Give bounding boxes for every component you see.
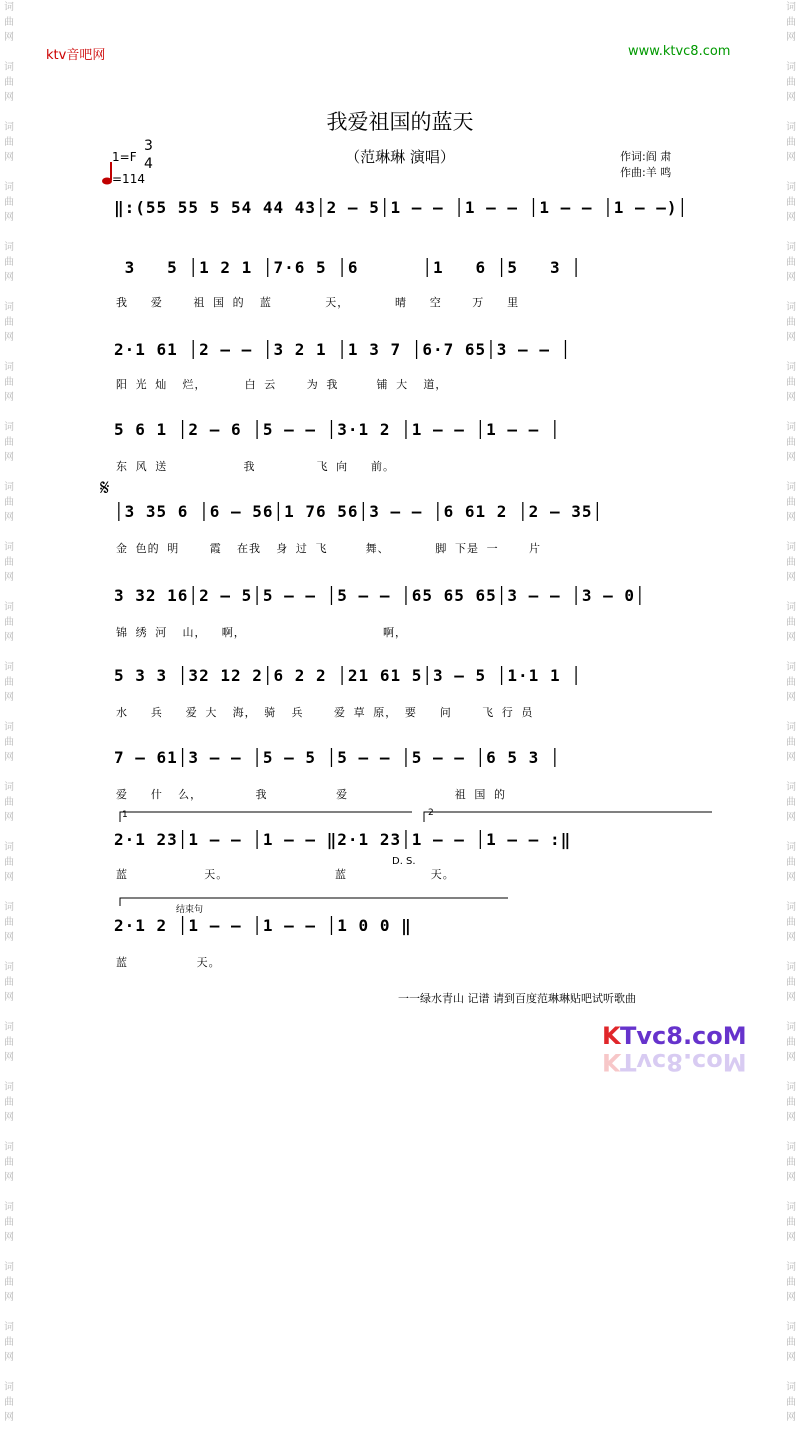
watermark-gap [782,645,800,660]
watermark-glyph: 曲 [4,557,14,568]
watermark-gap [0,825,18,840]
watermark-glyph: 曲 [786,1097,796,1108]
watermark-gap [0,1185,18,1200]
watermark-gap [782,765,800,780]
watermark-glyph: 曲 [786,17,796,28]
watermark-glyph: 网 [786,632,796,643]
watermark-glyph: 网 [4,1172,14,1183]
watermark-glyph: 词 [786,1022,796,1033]
watermark-glyph: 词 [4,362,14,373]
watermark-glyph: 曲 [786,857,796,868]
watermark-glyph: 曲 [786,1397,796,1408]
watermark-glyph: 网 [786,572,796,583]
volta-1-label: 1 [122,810,128,820]
watermark-glyph: 曲 [4,77,14,88]
watermark-glyph: 词 [786,782,796,793]
watermark-glyph: 词 [4,182,14,193]
watermark-gap [782,1185,800,1200]
watermark-glyph: 词 [786,722,796,733]
watermark-glyph: 曲 [786,1277,796,1288]
lyric-row-9: 蓝 天。 蓝 天。 [116,868,455,881]
notation-row-7: 5 3 3 │32 12 2│6 2 2 │21 61 5│3 – 5 │1·1 1 │ [114,666,582,685]
watermark-glyph: 网 [4,392,14,403]
watermark-gap [0,525,18,540]
lyric-row-4: 东 风 送 我 飞 向 前。 [116,460,395,473]
watermark-glyph: 词 [4,662,14,673]
watermark-glyph: 网 [4,92,14,103]
watermark-gap [782,1065,800,1080]
watermark-glyph: 词 [786,482,796,493]
watermark-glyph: 网 [4,692,14,703]
watermark-glyph: 词 [4,842,14,853]
composer-credit: 作曲:羊 鸣 [620,166,672,179]
watermark-glyph: 网 [4,872,14,883]
watermark-gap [782,165,800,180]
notation-row-10: 2·1 2 │1 – – │1 – – │1 0 0 ‖ [114,916,412,935]
volta-brackets [116,810,716,824]
watermark-glyph: 曲 [4,1217,14,1228]
watermark-gap [782,1425,800,1440]
watermark-glyph: 网 [786,992,796,1003]
watermark-glyph: 网 [786,692,796,703]
watermark-gap [0,705,18,720]
watermark-gap [782,225,800,240]
transcriber-credit: 一一绿水青山 记谱 请到百度范琳琳贴吧试听歌曲 [398,992,636,1005]
watermark-glyph: 网 [786,1172,796,1183]
dal-segno-mark: D. S. [392,856,416,867]
watermark-glyph: 曲 [4,977,14,988]
watermark-glyph: 词 [4,962,14,973]
watermark-glyph: 网 [4,512,14,523]
watermark-glyph: 曲 [4,1157,14,1168]
notation-row-9: 2·1 23│1 – – │1 – – ‖2·1 23│1 – – │1 – – :‖ [114,830,572,849]
lyricist-credit: 作词:阎 肃 [620,150,672,163]
svg-text:Tvc8.coM: Tvc8.coM [620,1022,747,1050]
watermark-glyph: 曲 [4,197,14,208]
watermark-glyph: 网 [786,92,796,103]
watermark-glyph: 词 [786,362,796,373]
watermark-glyph: 曲 [4,17,14,28]
notation-row-2: 3 5 │1 2 1 │7·6 5 │6 │1 6 │5 3 │ [114,258,582,277]
site-url-right: www.ktvc8.com [628,44,731,59]
watermark-gap [0,225,18,240]
watermark-glyph: 网 [786,1232,796,1243]
watermark-glyph: 网 [4,1112,14,1123]
watermark-gap [782,1245,800,1260]
watermark-glyph: 网 [786,32,796,43]
watermark-glyph: 网 [4,632,14,643]
notation-row-1: ‖:(55 55 5 54 44 43│2 – 5│1 – – │1 – – │1 – – │1 – –)│ [114,198,689,217]
watermark-gap [782,885,800,900]
song-subtitle: （范琳琳 演唱） [345,148,455,166]
watermark-glyph: 网 [786,452,796,463]
watermark-glyph: 词 [786,902,796,913]
watermark-glyph: 曲 [4,677,14,688]
watermark-glyph: 曲 [786,197,796,208]
watermark-glyph: 词 [4,242,14,253]
song-title: 我爱祖国的蓝天 [326,110,474,134]
watermark-glyph: 网 [786,1352,796,1363]
watermark-glyph: 词 [786,302,796,313]
watermark-glyph: 网 [786,1292,796,1303]
watermark-gap [0,765,18,780]
watermark-glyph: 曲 [786,977,796,988]
notation-row-4: 5 6 1 │2 – 6 │5 – – │3·1 2 │1 – – │1 – – │ [114,420,561,439]
watermark-glyph: 网 [4,212,14,223]
watermark-glyph: 网 [4,1412,14,1423]
watermark-glyph: 词 [4,122,14,133]
watermark-glyph: 词 [786,662,796,673]
watermark-glyph: 网 [4,452,14,463]
watermark-glyph: 曲 [4,1397,14,1408]
watermark-glyph: 曲 [786,137,796,148]
watermark-gap [782,345,800,360]
watermark-glyph: 曲 [786,797,796,808]
watermark-gap [0,885,18,900]
watermark-gap [0,465,18,480]
watermark-glyph: 词 [4,602,14,613]
watermark-glyph: 词 [786,1202,796,1213]
watermark-gap [782,525,800,540]
watermark-gap [0,165,18,180]
watermark-glyph: 曲 [4,617,14,628]
watermark-gap [782,1305,800,1320]
watermark-glyph: 词 [786,542,796,553]
segno-sign: 𝄋 [100,476,110,501]
watermark-glyph: 网 [4,272,14,283]
watermark-glyph: 曲 [786,737,796,748]
watermark-gap [782,1365,800,1380]
watermark-glyph: 网 [4,572,14,583]
watermark-gap [0,345,18,360]
watermark-glyph: 词 [786,1142,796,1153]
watermark-glyph: 曲 [786,1157,796,1168]
meter-bottom: 4 [144,156,153,172]
watermark-glyph: 网 [4,332,14,343]
watermark-glyph: 网 [786,1112,796,1123]
watermark-glyph: 曲 [4,377,14,388]
watermark-glyph: 曲 [4,797,14,808]
watermark-gap [0,1125,18,1140]
watermark-gap [782,705,800,720]
watermark-glyph: 词 [4,722,14,733]
watermark-glyph: 网 [786,812,796,823]
watermark-gap [0,945,18,960]
notation-row-3: 2·1 61 │2 – – │3 2 1 │1 3 7 │6·7 65│3 – – │ [114,340,572,359]
watermark-gap [0,45,18,60]
watermark-glyph: 曲 [786,1337,796,1348]
watermark-glyph: 曲 [4,437,14,448]
watermark-glyph: 词 [786,182,796,193]
notation-row-6: 3 32 16│2 – 5│5 – – │5 – – │65 65 65│3 – – │3 – 0│ [114,586,646,605]
watermark-glyph: 网 [786,1052,796,1063]
svg-text:Tvc8.coM: Tvc8.coM [620,1048,747,1076]
watermark-gap [0,1305,18,1320]
watermark-glyph: 网 [4,1232,14,1243]
watermark-gap [0,585,18,600]
svg-text:K: K [602,1022,621,1050]
watermark-glyph: 词 [786,602,796,613]
watermark-glyph: 词 [4,902,14,913]
watermark-glyph: 曲 [4,1277,14,1288]
volta-2-label: 2 [428,808,434,818]
watermark-glyph: 曲 [4,137,14,148]
watermark-gap [782,1005,800,1020]
watermark-gap [782,1125,800,1140]
watermark-glyph: 词 [4,542,14,553]
watermark-glyph: 词 [4,1082,14,1093]
notation-row-8: 7 – 61│3 – – │5 – 5 │5 – – │5 – – │6 5 3 │ [114,748,561,767]
watermark-glyph: 曲 [786,617,796,628]
watermark-glyph: 曲 [786,557,796,568]
watermark-gap [0,1065,18,1080]
watermark-gap [0,1005,18,1020]
watermark-glyph: 词 [786,242,796,253]
watermark-glyph: 词 [786,1322,796,1333]
watermark-gap [0,285,18,300]
watermark-glyph: 网 [4,152,14,163]
watermark-glyph: 网 [4,812,14,823]
lyric-row-10: 蓝 天。 [116,956,221,969]
watermark-glyph: 词 [786,122,796,133]
watermark-glyph: 曲 [4,1337,14,1348]
watermark-glyph: 网 [786,1412,796,1423]
watermark-glyph: 词 [4,1202,14,1213]
watermark-glyph: 网 [4,1292,14,1303]
watermark-glyph: 曲 [786,1217,796,1228]
watermark-glyph: 词 [4,1382,14,1393]
watermark-glyph: 网 [4,32,14,43]
watermark-glyph: 网 [4,1052,14,1063]
watermark-glyph: 网 [786,152,796,163]
watermark-glyph: 词 [4,1022,14,1033]
watermark-gap [782,465,800,480]
tempo-marking: =114 [112,172,145,186]
lyric-row-6: 锦 绣 河 山， 啊， 啊， [116,626,407,639]
lyric-row-5: 金 色的 明 霞 在我 身 过 飞 舞、 脚 下是 一 片 [116,542,542,555]
watermark-glyph: 曲 [786,1037,796,1048]
watermark-glyph: 曲 [786,317,796,328]
meter-top: 3 [144,138,153,154]
watermark-glyph: 词 [4,1142,14,1153]
watermark-glyph: 词 [786,842,796,853]
svg-text:K: K [602,1048,621,1076]
watermark-glyph: 网 [4,752,14,763]
watermark-glyph: 网 [4,992,14,1003]
watermark-glyph: 曲 [4,317,14,328]
watermark-glyph: 曲 [4,497,14,508]
watermark-glyph: 曲 [786,917,796,928]
watermark-glyph: 词 [4,422,14,433]
watermark-glyph: 词 [786,1262,796,1273]
watermark-gap [0,645,18,660]
watermark-gap [0,405,18,420]
watermark-gap [782,405,800,420]
watermark-glyph: 网 [786,332,796,343]
watermark-gap [782,45,800,60]
logo-reflection [598,1048,747,1076]
watermark-glyph: 曲 [786,257,796,268]
watermark-glyph: 词 [4,782,14,793]
lyric-row-8: 爱 什 么， 我 爱 祖 国 的 [116,788,507,801]
watermark-gap [0,1425,18,1440]
watermark-glyph: 词 [786,962,796,973]
watermark-gap [782,945,800,960]
watermark-glyph: 词 [4,2,14,13]
lyric-row-7: 水 兵 爱 大 海， 骑 兵 爱 草 原， 要 问 飞 行 员 [116,706,534,719]
site-name-left: ktv音吧网 [46,48,106,63]
lyric-row-2: 我 爱 祖 国 的 蓝 天， 晴 空 万 里 [116,296,520,309]
watermark-glyph: 词 [786,1082,796,1093]
watermark-glyph: 网 [786,932,796,943]
watermark-glyph: 曲 [786,497,796,508]
watermark-glyph: 曲 [786,377,796,388]
lyric-row-3: 阳 光 灿 烂， 白 云 为 我 铺 大 道， [116,378,448,391]
watermark-glyph: 网 [786,512,796,523]
watermark-gap [782,825,800,840]
ktvc8-logo [598,1018,747,1052]
watermark-glyph: 词 [786,2,796,13]
watermark-glyph: 词 [4,482,14,493]
watermark-glyph: 网 [786,272,796,283]
watermark-glyph: 曲 [786,677,796,688]
watermark-glyph: 词 [786,422,796,433]
watermark-glyph: 曲 [786,437,796,448]
watermark-glyph: 词 [4,302,14,313]
watermark-glyph: 曲 [4,737,14,748]
watermark-glyph: 曲 [4,1097,14,1108]
watermark-glyph: 网 [786,212,796,223]
watermark-glyph: 词 [4,1262,14,1273]
watermark-gap [782,585,800,600]
watermark-glyph: 词 [786,62,796,73]
watermark-glyph: 网 [786,392,796,403]
watermark-glyph: 曲 [4,1037,14,1048]
watermark-glyph: 网 [4,1352,14,1363]
watermark-glyph: 网 [786,752,796,763]
coda-label: 结束句 [176,905,204,915]
watermark-glyph: 词 [4,62,14,73]
watermark-glyph: 曲 [786,77,796,88]
watermark-glyph: 曲 [4,857,14,868]
notation-row-5: │3 35 6 │6 – 56│1 76 56│3 – – │6 61 2 │2 – 35│ [114,502,604,521]
watermark-glyph: 网 [786,872,796,883]
watermark-glyph: 网 [4,932,14,943]
watermark-gap [0,1365,18,1380]
watermark-glyph: 曲 [4,257,14,268]
watermark-glyph: 曲 [4,917,14,928]
watermark-glyph: 词 [4,1322,14,1333]
key-signature: 1=F [112,150,137,164]
watermark-gap [782,285,800,300]
watermark-gap [0,1245,18,1260]
watermark-glyph: 词 [786,1382,796,1393]
